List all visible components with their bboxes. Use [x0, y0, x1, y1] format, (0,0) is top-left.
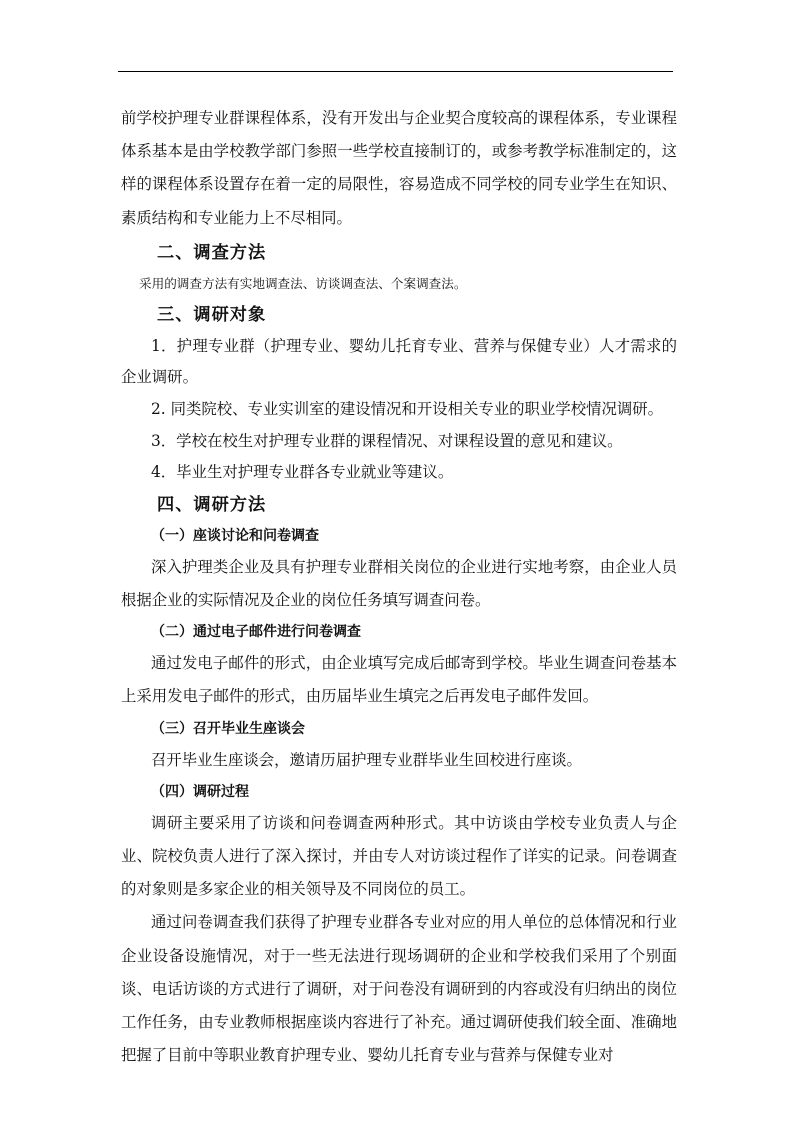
list-item: 4．毕业生对护理专业群各专业就业等建议。 — [151, 463, 454, 482]
subsection-heading: （三）召开毕业生座谈会 — [151, 720, 305, 737]
section-heading-research-methods: 四、调研方法 — [157, 494, 267, 515]
body-paragraph: 通过问卷调查我们获得了护理专业群各专业对应的用人单位的总体情况和行业企业设备设施情况，对于一些无法进行现场调研的企业和学校我们采用了个别面谈、电话访谈的方式进行了调研，对于问卷没有调研到的内容或没有归纳出的岗位工作任务，由专业教师根据座谈内容进行了补充。通过调研使我们较全面、准确地把握了目前中等职业教育护理专业、婴幼儿托育专业与营养与保健专业对 — [121, 913, 677, 1065]
section-methods-text: 采用的调查方法有实地调查法、访谈调查法、个案调查法。 — [139, 275, 467, 291]
list-item: 2. 同类院校、专业实训室的建设情况和开设相关专业的职业学校情况调研。 — [151, 400, 664, 418]
body-paragraph: 深入护理类企业及具有护理专业群相关岗位的企业进行实地考察，由企业人员根据企业的实际情况及企业的岗位任务填写调查问卷。 — [121, 557, 677, 609]
header-rule — [118, 71, 673, 72]
list-item: 1．护理专业群（护理专业、婴幼儿托育专业、营养与保健专业）人才需求的企业调研。 — [121, 336, 677, 387]
body-paragraph: 召开毕业生座谈会，邀请历届护理专业群毕业生回校进行座谈。 — [151, 750, 582, 769]
list-item: 3．学校在校生对护理专业群的课程情况、对课程设置的意见和建议。 — [151, 431, 623, 450]
document-body — [121, 102, 677, 1072]
subsection-heading: （四）调研过程 — [151, 783, 249, 800]
body-paragraph: 调研主要采用了访谈和问卷调查两种形式。其中访谈由学校专业负责人与企业、院校负责人进行了深入探讨，并由专人对访谈过程作了详实的记录。问卷调查的对象则是多家企业的相关领导及不同岗位的员工。 — [121, 813, 677, 899]
body-paragraph: 通过发电子邮件的形式，由企业填写完成后邮寄到学校。毕业生调查问卷基本上采用发电子邮件的形式，由历届毕业生填完之后再发电子邮件发回。 — [121, 654, 677, 706]
section-heading-subjects: 三、调研对象 — [157, 304, 267, 325]
subsection-heading: （一）座谈讨论和问卷调查 — [151, 527, 319, 544]
subsection-heading: （二）通过电子邮件进行问卷调查 — [151, 624, 361, 641]
intro-paragraph: 前学校护理专业群课程体系，没有开发出与企业契合度较高的课程体系，专业课程体系基本是由学校教学部门参照一些学校直接制订的，或参考教学标准制定的，这样的课程体系设置存在着一定的局限性，容易造成不同学校的同专业学生在知识、素质结构和专业能力上不尽相同。 — [121, 109, 677, 227]
section-heading-methods: 二、调查方法 — [157, 242, 267, 263]
